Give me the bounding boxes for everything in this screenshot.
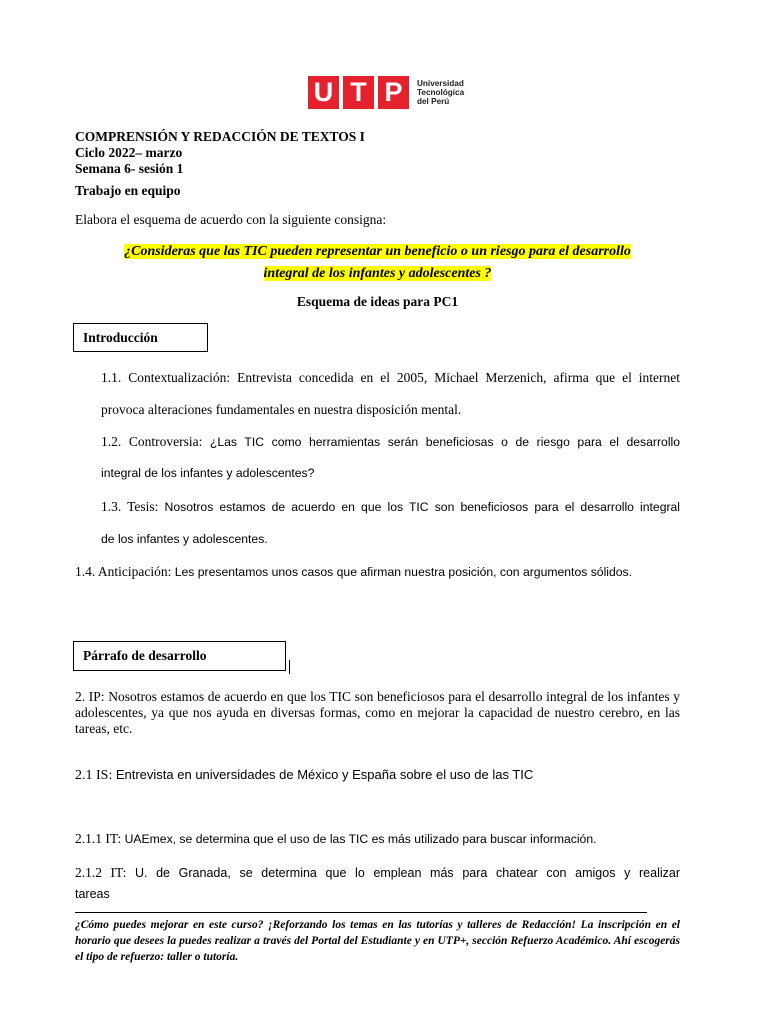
- utp-logo: [308, 76, 464, 109]
- controversy-label: 1.2. Controversia:: [101, 434, 203, 449]
- development-ip: 2. IP: Nosotros estamos de acuerdo en que los TIC son beneficiosos para el desarrollo integral de los infantes y adolescentes, ya que nos ayuda en diversas formas, como en mejorar la capacidad de nuestro cerebro, en las tareas, etc.: [75, 689, 680, 736]
- it2-label: 2.1.2 IT:: [75, 865, 127, 880]
- it2-continuation: tareas: [75, 887, 110, 901]
- text-cursor: [289, 660, 290, 674]
- anticipation-label: 1.4. Anticipación:: [75, 564, 172, 579]
- intro-anticipation: [75, 564, 632, 580]
- instruction-text: Elabora el esquema de acuerdo con la siguiente consigna:: [75, 212, 387, 227]
- course-title: COMPRENSIÓN Y REDACCIÓN DE TEXTOS I: [75, 129, 365, 144]
- it1-label: 2.1.1 IT:: [75, 831, 122, 846]
- intro-box-label: Introducción: [83, 329, 158, 345]
- intro-contextualization: [101, 370, 680, 386]
- logo-letter-u: U: [308, 76, 339, 109]
- intro-controversy: [101, 434, 680, 450]
- footer-note: ¿Cómo puedes mejorar en este curso? ¡Reforzando los temas en las tutorías y talleres de Redacción! La inscripción en el horario que desees la puedes realizar a través del Portal del Estudiante y en UTP+, sección Refuerzo Académico. Ahí escogerás el tipo de refuerzo: taller o tutoría.: [75, 919, 680, 963]
- anticipation-text: Les presentamos unos casos que afirman nuestra posición, con argumentos sólidos.: [174, 565, 633, 579]
- development-box: [73, 641, 286, 671]
- is-text: Entrevista en universidades de México y España sobre el uso de las TIC: [115, 767, 534, 782]
- intro-thesis: [101, 499, 680, 515]
- it2-text: U. de Granada, se determina que lo emplean más para chatear con amigos y realizar: [134, 866, 680, 880]
- contextualization-label: 1.1. Contextualización:: [101, 370, 231, 385]
- question-line-2: integral de los infantes y adolescentes ?: [263, 266, 492, 281]
- logo-wordmark: [417, 79, 464, 106]
- logo-letter-t: T: [343, 76, 374, 109]
- thesis-continuation: de los infantes y adolescentes.: [101, 532, 268, 546]
- development-it1: [75, 831, 597, 847]
- teamwork-label: Trabajo en equipo: [75, 183, 181, 198]
- logo-line-2: Tecnológica: [417, 88, 465, 97]
- guiding-question: [75, 241, 680, 285]
- intro-box: [73, 323, 208, 352]
- contextualization-continuation: provoca alteraciones fundamentales en nuestra disposición mental.: [101, 402, 462, 417]
- thesis-label: 1.3. Tesis:: [101, 499, 159, 514]
- development-is: [75, 767, 533, 784]
- question-line-1: ¿Consideras que las TIC pueden representar un beneficio o un riesgo para el desarrollo: [124, 244, 631, 259]
- contextualization-text: Entrevista concedida en el 2005, Michael Merzenich, afirma que el internet: [237, 370, 681, 385]
- footer-divider: [75, 912, 647, 913]
- development-it2: [75, 865, 680, 881]
- scheme-title: Esquema de ideas para PC1: [296, 294, 459, 309]
- logo-letter-p: P: [378, 76, 409, 109]
- development-box-label: Párrafo de desarrollo: [83, 648, 207, 663]
- it1-text: UAEmex, se determina que el uso de las TIC es más utilizado para buscar información.: [124, 832, 597, 846]
- cycle-label: Ciclo 2022– marzo: [75, 145, 183, 160]
- week-label: Semana 6- sesión 1: [75, 161, 184, 176]
- controversy-continuation: integral de los infantes y adolescentes?: [101, 466, 315, 480]
- logo-line-1: Universidad: [417, 79, 464, 88]
- thesis-text: Nosotros estamos de acuerdo en que los TIC son beneficiosos para el desarrollo integral: [164, 500, 681, 514]
- is-label: 2.1 IS:: [75, 768, 113, 783]
- controversy-text: ¿Las TIC como herramientas serán beneficiosas o de riesgo para el desarrollo: [209, 435, 681, 449]
- logo-line-3: del Perú: [417, 97, 450, 106]
